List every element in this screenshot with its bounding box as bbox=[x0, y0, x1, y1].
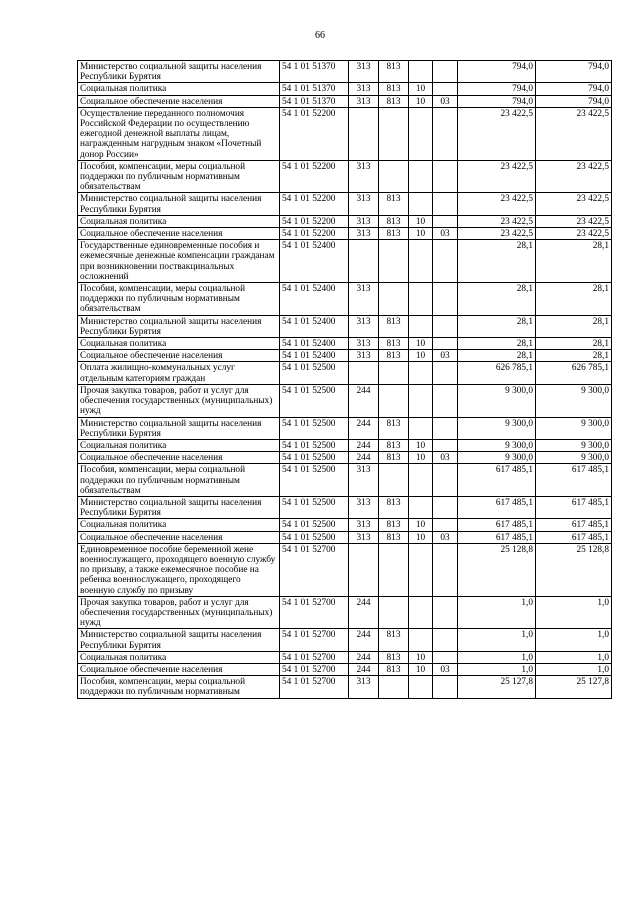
row-sum-1: 23 422,5 bbox=[458, 228, 536, 240]
table-row bbox=[78, 496, 612, 518]
row-code: 54 1 01 51370 bbox=[280, 83, 349, 95]
row-sum-1: 9 300,0 bbox=[458, 439, 536, 451]
row-sum-2: 617 485,1 bbox=[536, 519, 612, 531]
row-sum-1: 794,0 bbox=[458, 61, 536, 83]
row-code: 54 1 01 52700 bbox=[280, 596, 349, 629]
row-rz: 10 bbox=[409, 338, 433, 350]
row-sum-2: 1,0 bbox=[536, 663, 612, 675]
row-rz bbox=[409, 464, 433, 497]
row-vr: 313 bbox=[349, 519, 379, 531]
row-sum-1: 794,0 bbox=[458, 95, 536, 107]
row-pr bbox=[433, 338, 458, 350]
row-code: 54 1 01 52500 bbox=[280, 464, 349, 497]
row-pr: 03 bbox=[433, 452, 458, 464]
row-name: Оплата жилищно-коммунальных услуг отдельным категориям граждан bbox=[78, 362, 280, 384]
row-pr bbox=[433, 651, 458, 663]
row-code: 54 1 01 52500 bbox=[280, 452, 349, 464]
row-grbs: 813 bbox=[379, 452, 409, 464]
table-row bbox=[78, 350, 612, 362]
row-grbs: 813 bbox=[379, 439, 409, 451]
table-row bbox=[78, 338, 612, 350]
row-rz bbox=[409, 283, 433, 316]
row-name: Государственные единовременные пособия и ежемесячные денежные компенсации гражданам при возникновении поствакцинальных осложнений bbox=[78, 240, 280, 283]
row-name: Единовременное пособие беременной жене военнослужащего, проходящего военную службу по призыву, а также ежемесячное пособие на ребенка военнослужащего, проходящего военную службу по призыву bbox=[78, 543, 280, 596]
row-sum-2: 28,1 bbox=[536, 283, 612, 316]
row-grbs: 813 bbox=[379, 228, 409, 240]
budget-table bbox=[77, 60, 612, 699]
row-code: 54 1 01 52200 bbox=[280, 107, 349, 160]
row-pr bbox=[433, 193, 458, 215]
row-pr bbox=[433, 384, 458, 417]
row-pr bbox=[433, 596, 458, 629]
table-row bbox=[78, 228, 612, 240]
row-sum-2: 23 422,5 bbox=[536, 107, 612, 160]
row-code: 54 1 01 52700 bbox=[280, 663, 349, 675]
row-grbs bbox=[379, 160, 409, 193]
row-name: Социальное обеспечение населения bbox=[78, 95, 280, 107]
row-rz bbox=[409, 193, 433, 215]
row-rz: 10 bbox=[409, 439, 433, 451]
row-rz bbox=[409, 160, 433, 193]
row-sum-1: 1,0 bbox=[458, 651, 536, 663]
row-sum-2: 28,1 bbox=[536, 315, 612, 337]
row-pr: 03 bbox=[433, 663, 458, 675]
row-rz: 10 bbox=[409, 350, 433, 362]
row-code: 54 1 01 52400 bbox=[280, 350, 349, 362]
row-grbs: 813 bbox=[379, 95, 409, 107]
row-code: 54 1 01 52700 bbox=[280, 651, 349, 663]
row-code: 54 1 01 52400 bbox=[280, 240, 349, 283]
row-rz: 10 bbox=[409, 228, 433, 240]
row-name: Пособия, компенсации, меры социальной поддержки по публичным нормативным bbox=[78, 676, 280, 698]
row-grbs: 813 bbox=[379, 338, 409, 350]
table-row bbox=[78, 439, 612, 451]
row-vr bbox=[349, 240, 379, 283]
row-sum-1: 23 422,5 bbox=[458, 215, 536, 227]
table-row bbox=[78, 95, 612, 107]
table-row bbox=[78, 240, 612, 283]
row-name: Социальная политика bbox=[78, 215, 280, 227]
row-code: 54 1 01 52500 bbox=[280, 439, 349, 451]
row-code: 54 1 01 52200 bbox=[280, 160, 349, 193]
row-rz bbox=[409, 417, 433, 439]
row-grbs: 813 bbox=[379, 531, 409, 543]
row-grbs: 813 bbox=[379, 350, 409, 362]
row-name: Социальное обеспечение населения bbox=[78, 350, 280, 362]
row-name: Министерство социальной защиты населения Республики Бурятия bbox=[78, 629, 280, 651]
table-row bbox=[78, 596, 612, 629]
row-grbs bbox=[379, 384, 409, 417]
row-grbs bbox=[379, 543, 409, 596]
row-code: 54 1 01 51370 bbox=[280, 61, 349, 83]
table-row bbox=[78, 629, 612, 651]
row-vr: 313 bbox=[349, 464, 379, 497]
table-row bbox=[78, 452, 612, 464]
row-grbs: 813 bbox=[379, 651, 409, 663]
row-vr: 313 bbox=[349, 95, 379, 107]
row-sum-1: 794,0 bbox=[458, 83, 536, 95]
row-grbs: 813 bbox=[379, 83, 409, 95]
row-sum-1: 23 422,5 bbox=[458, 193, 536, 215]
row-sum-1: 626 785,1 bbox=[458, 362, 536, 384]
table-row bbox=[78, 663, 612, 675]
row-vr: 244 bbox=[349, 629, 379, 651]
row-grbs: 813 bbox=[379, 315, 409, 337]
row-name: Министерство социальной защиты населения Республики Бурятия bbox=[78, 193, 280, 215]
row-pr bbox=[433, 464, 458, 497]
row-pr bbox=[433, 215, 458, 227]
row-sum-2: 23 422,5 bbox=[536, 193, 612, 215]
row-sum-2: 23 422,5 bbox=[536, 228, 612, 240]
row-rz bbox=[409, 496, 433, 518]
row-rz: 10 bbox=[409, 452, 433, 464]
row-grbs: 813 bbox=[379, 629, 409, 651]
row-sum-2: 25 128,8 bbox=[536, 543, 612, 596]
row-name: Осуществление переданного полномочия Российской Федерации по осуществлению ежегодной денежной выплаты лицам, награжденным нагрудным знаком «Почетный донор России» bbox=[78, 107, 280, 160]
row-grbs: 813 bbox=[379, 193, 409, 215]
row-sum-1: 9 300,0 bbox=[458, 384, 536, 417]
table-row bbox=[78, 362, 612, 384]
row-rz bbox=[409, 240, 433, 283]
row-vr: 244 bbox=[349, 439, 379, 451]
row-grbs bbox=[379, 240, 409, 283]
row-sum-1: 28,1 bbox=[458, 350, 536, 362]
row-rz: 10 bbox=[409, 83, 433, 95]
row-sum-1: 617 485,1 bbox=[458, 496, 536, 518]
table-row bbox=[78, 417, 612, 439]
row-code: 54 1 01 52200 bbox=[280, 193, 349, 215]
row-vr: 313 bbox=[349, 496, 379, 518]
row-grbs bbox=[379, 676, 409, 698]
table-row bbox=[78, 384, 612, 417]
row-sum-2: 25 127,8 bbox=[536, 676, 612, 698]
row-sum-1: 1,0 bbox=[458, 663, 536, 675]
row-name: Социальная политика bbox=[78, 338, 280, 350]
row-sum-2: 794,0 bbox=[536, 61, 612, 83]
row-vr: 313 bbox=[349, 315, 379, 337]
page-number: 66 bbox=[315, 30, 325, 41]
row-sum-2: 1,0 bbox=[536, 629, 612, 651]
row-code: 54 1 01 52700 bbox=[280, 676, 349, 698]
row-code: 54 1 01 52200 bbox=[280, 215, 349, 227]
row-sum-1: 25 127,8 bbox=[458, 676, 536, 698]
row-grbs bbox=[379, 464, 409, 497]
row-code: 54 1 01 52400 bbox=[280, 283, 349, 316]
row-name: Министерство социальной защиты населения Республики Бурятия bbox=[78, 417, 280, 439]
row-rz bbox=[409, 596, 433, 629]
row-rz bbox=[409, 107, 433, 160]
row-sum-1: 9 300,0 bbox=[458, 417, 536, 439]
row-sum-2: 28,1 bbox=[536, 350, 612, 362]
row-pr bbox=[433, 61, 458, 83]
row-grbs bbox=[379, 596, 409, 629]
row-vr: 313 bbox=[349, 160, 379, 193]
row-name: Министерство социальной защиты населения Республики Бурятия bbox=[78, 61, 280, 83]
row-grbs: 813 bbox=[379, 417, 409, 439]
table-row bbox=[78, 464, 612, 497]
row-vr: 313 bbox=[349, 228, 379, 240]
table-row bbox=[78, 160, 612, 193]
row-grbs bbox=[379, 283, 409, 316]
row-pr bbox=[433, 315, 458, 337]
table-row bbox=[78, 107, 612, 160]
row-rz bbox=[409, 61, 433, 83]
row-vr bbox=[349, 107, 379, 160]
row-pr: 03 bbox=[433, 531, 458, 543]
table-row bbox=[78, 531, 612, 543]
row-sum-2: 9 300,0 bbox=[536, 417, 612, 439]
row-sum-2: 9 300,0 bbox=[536, 439, 612, 451]
row-rz: 10 bbox=[409, 651, 433, 663]
row-name: Пособия, компенсации, меры социальной поддержки по публичным нормативным обязательствам bbox=[78, 283, 280, 316]
row-name: Социальная политика bbox=[78, 651, 280, 663]
row-vr: 313 bbox=[349, 338, 379, 350]
row-vr bbox=[349, 362, 379, 384]
row-vr: 244 bbox=[349, 663, 379, 675]
row-vr: 244 bbox=[349, 384, 379, 417]
row-code: 54 1 01 52400 bbox=[280, 315, 349, 337]
row-sum-1: 617 485,1 bbox=[458, 519, 536, 531]
row-sum-1: 25 128,8 bbox=[458, 543, 536, 596]
row-sum-1: 28,1 bbox=[458, 240, 536, 283]
row-grbs bbox=[379, 362, 409, 384]
row-code: 54 1 01 51370 bbox=[280, 95, 349, 107]
row-sum-2: 23 422,5 bbox=[536, 160, 612, 193]
row-code: 54 1 01 52400 bbox=[280, 338, 349, 350]
row-name: Министерство социальной защиты населения Республики Бурятия bbox=[78, 315, 280, 337]
row-grbs: 813 bbox=[379, 215, 409, 227]
row-name: Социальное обеспечение населения bbox=[78, 452, 280, 464]
row-rz bbox=[409, 362, 433, 384]
table-row bbox=[78, 543, 612, 596]
row-rz: 10 bbox=[409, 95, 433, 107]
row-vr: 313 bbox=[349, 193, 379, 215]
row-code: 54 1 01 52500 bbox=[280, 519, 349, 531]
row-name: Прочая закупка товаров, работ и услуг для обеспечения государственных (муниципальных) нужд bbox=[78, 596, 280, 629]
row-sum-1: 617 485,1 bbox=[458, 531, 536, 543]
table-row bbox=[78, 283, 612, 316]
row-name: Социальная политика bbox=[78, 83, 280, 95]
row-vr: 244 bbox=[349, 596, 379, 629]
row-code: 54 1 01 52500 bbox=[280, 384, 349, 417]
row-name: Пособия, компенсации, меры социальной поддержки по публичным нормативным обязательствам bbox=[78, 160, 280, 193]
row-pr bbox=[433, 496, 458, 518]
row-name: Министерство социальной защиты населения Республики Бурятия bbox=[78, 496, 280, 518]
row-sum-2: 626 785,1 bbox=[536, 362, 612, 384]
row-rz bbox=[409, 629, 433, 651]
row-sum-2: 28,1 bbox=[536, 240, 612, 283]
table-row bbox=[78, 193, 612, 215]
row-name: Прочая закупка товаров, работ и услуг для обеспечения государственных (муниципальных) нужд bbox=[78, 384, 280, 417]
row-code: 54 1 01 52700 bbox=[280, 629, 349, 651]
row-sum-1: 28,1 bbox=[458, 338, 536, 350]
row-vr: 313 bbox=[349, 283, 379, 316]
row-pr bbox=[433, 417, 458, 439]
row-grbs: 813 bbox=[379, 61, 409, 83]
row-name: Социальное обеспечение населения bbox=[78, 228, 280, 240]
row-name: Социальное обеспечение населения bbox=[78, 663, 280, 675]
row-vr: 244 bbox=[349, 417, 379, 439]
row-grbs: 813 bbox=[379, 519, 409, 531]
row-rz bbox=[409, 315, 433, 337]
row-vr: 313 bbox=[349, 83, 379, 95]
row-grbs: 813 bbox=[379, 496, 409, 518]
row-rz bbox=[409, 543, 433, 596]
row-name: Социальная политика bbox=[78, 519, 280, 531]
row-sum-2: 23 422,5 bbox=[536, 215, 612, 227]
row-sum-2: 617 485,1 bbox=[536, 531, 612, 543]
row-rz: 10 bbox=[409, 215, 433, 227]
row-pr bbox=[433, 519, 458, 531]
row-rz bbox=[409, 676, 433, 698]
row-pr bbox=[433, 283, 458, 316]
row-grbs bbox=[379, 107, 409, 160]
row-sum-1: 23 422,5 bbox=[458, 160, 536, 193]
row-sum-2: 9 300,0 bbox=[536, 384, 612, 417]
row-sum-1: 23 422,5 bbox=[458, 107, 536, 160]
row-rz: 10 bbox=[409, 663, 433, 675]
row-sum-2: 617 485,1 bbox=[536, 496, 612, 518]
table-row bbox=[78, 61, 612, 83]
row-pr bbox=[433, 629, 458, 651]
row-sum-2: 9 300,0 bbox=[536, 452, 612, 464]
row-sum-1: 617 485,1 bbox=[458, 464, 536, 497]
row-code: 54 1 01 52500 bbox=[280, 417, 349, 439]
table-row bbox=[78, 315, 612, 337]
row-name: Пособия, компенсации, меры социальной поддержки по публичным нормативным обязательствам bbox=[78, 464, 280, 497]
row-sum-1: 1,0 bbox=[458, 596, 536, 629]
row-pr bbox=[433, 676, 458, 698]
row-sum-2: 1,0 bbox=[536, 651, 612, 663]
row-sum-2: 617 485,1 bbox=[536, 464, 612, 497]
row-sum-1: 28,1 bbox=[458, 315, 536, 337]
table-row bbox=[78, 676, 612, 698]
row-sum-2: 1,0 bbox=[536, 596, 612, 629]
row-pr: 03 bbox=[433, 350, 458, 362]
row-grbs: 813 bbox=[379, 663, 409, 675]
row-sum-1: 28,1 bbox=[458, 283, 536, 316]
row-vr: 313 bbox=[349, 676, 379, 698]
row-pr bbox=[433, 362, 458, 384]
row-pr bbox=[433, 107, 458, 160]
row-code: 54 1 01 52500 bbox=[280, 531, 349, 543]
row-pr bbox=[433, 240, 458, 283]
row-pr bbox=[433, 439, 458, 451]
row-pr: 03 bbox=[433, 228, 458, 240]
row-pr: 03 bbox=[433, 95, 458, 107]
row-pr bbox=[433, 160, 458, 193]
table-row bbox=[78, 215, 612, 227]
table-row bbox=[78, 651, 612, 663]
row-code: 54 1 01 52200 bbox=[280, 228, 349, 240]
row-pr bbox=[433, 83, 458, 95]
table-row bbox=[78, 519, 612, 531]
row-code: 54 1 01 52500 bbox=[280, 362, 349, 384]
row-rz bbox=[409, 384, 433, 417]
row-vr: 313 bbox=[349, 215, 379, 227]
row-pr bbox=[433, 543, 458, 596]
table-row bbox=[78, 83, 612, 95]
row-sum-1: 1,0 bbox=[458, 629, 536, 651]
row-sum-2: 28,1 bbox=[536, 338, 612, 350]
row-vr: 244 bbox=[349, 452, 379, 464]
row-vr: 313 bbox=[349, 531, 379, 543]
row-code: 54 1 01 52700 bbox=[280, 543, 349, 596]
row-rz: 10 bbox=[409, 531, 433, 543]
row-sum-1: 9 300,0 bbox=[458, 452, 536, 464]
row-vr bbox=[349, 543, 379, 596]
row-name: Социальная политика bbox=[78, 439, 280, 451]
row-vr: 244 bbox=[349, 651, 379, 663]
row-code: 54 1 01 52500 bbox=[280, 496, 349, 518]
budget-table-body bbox=[78, 61, 612, 699]
row-sum-2: 794,0 bbox=[536, 83, 612, 95]
row-name: Социальное обеспечение населения bbox=[78, 531, 280, 543]
row-vr: 313 bbox=[349, 350, 379, 362]
row-sum-2: 794,0 bbox=[536, 95, 612, 107]
row-rz: 10 bbox=[409, 519, 433, 531]
row-vr: 313 bbox=[349, 61, 379, 83]
